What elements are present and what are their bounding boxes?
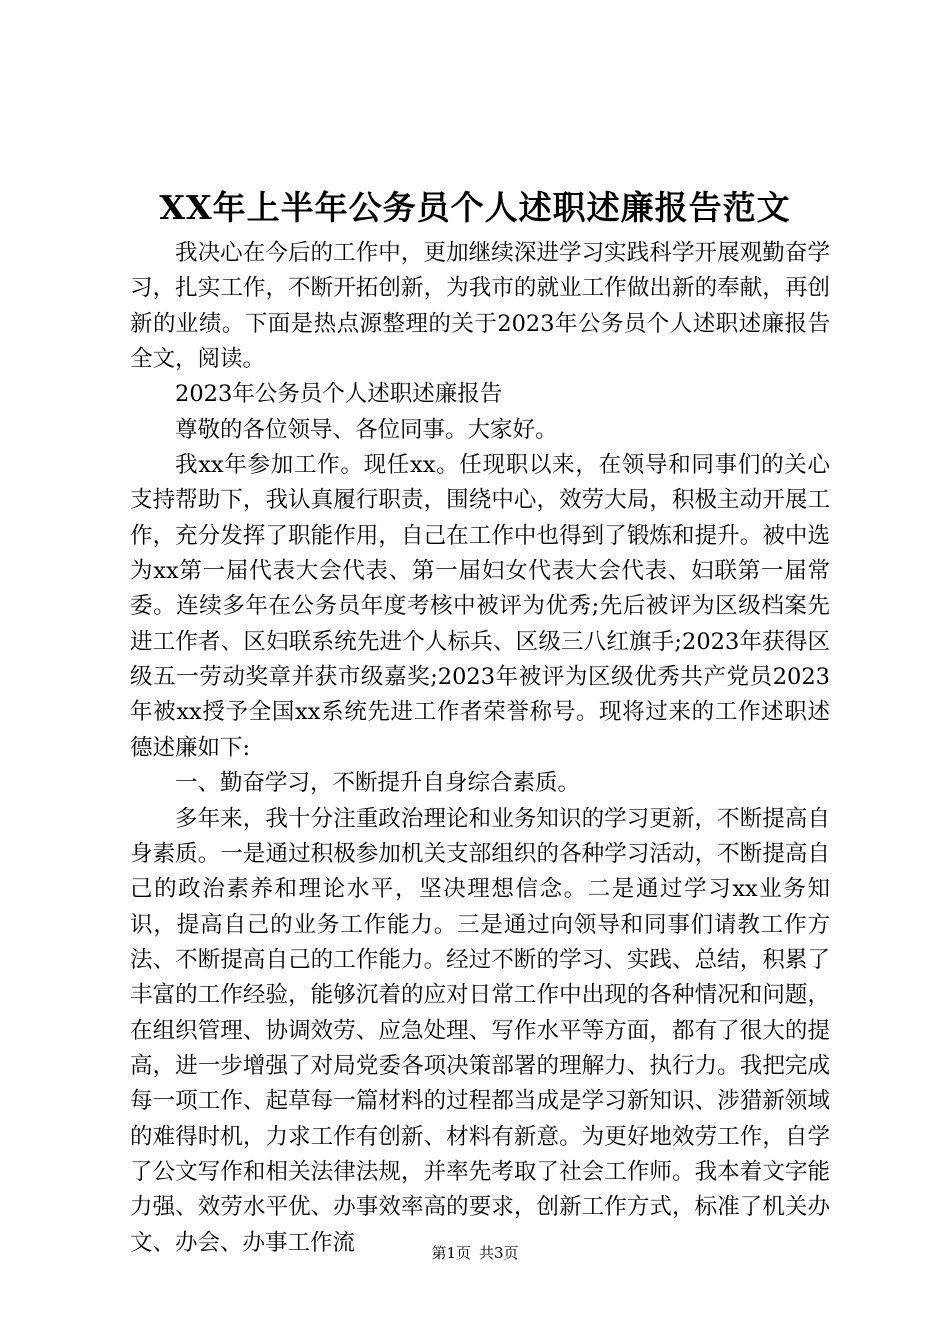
page-number: 第1页: [431, 1244, 471, 1262]
document-body: [130, 236, 830, 1261]
page-total: 共3页: [479, 1244, 519, 1262]
document-title: XX年上半年公务员个人述职述廉报告范文: [159, 188, 791, 227]
paragraph-section-heading: 一、勤奋学习，不断提升自身综合素质。: [175, 770, 581, 797]
page-footer: [0, 1243, 950, 1263]
paragraph-greeting: 尊敬的各位领导、各位同事。大家好。: [175, 416, 558, 443]
paragraph-subtitle: 2023年公务员个人述职述廉报告: [175, 381, 503, 408]
paragraph-intro: 我决心在今后的工作中，更加继续深进学习实践科学开展观勤奋学习，扎实工作，不断开拓创新，为我市的就业工作做出新的奉献，再创新的业绩。下面是热点源整理的关于2023年公务员个人述职述廉报告全文，阅读。: [130, 240, 830, 373]
paragraph-background: 我xx年参加工作。现任xx。任现职以来，在领导和同事们的关心支持帮助下，我认真履行职责，围绕中心，效劳大局，积极主动开展工作，充分发挥了职能作用，自己在工作中也得到了锻炼和提升。被中选为xx第一届代表大会代表、第一届妇女代表大会代表、妇联第一届常委。连续多年在公务员年度考核中被评为优秀;先后被评为区级档案先进工作者、区妇联系统先进个人标兵、区级三八红旗手;2023年获得区级五一劳动奖章并获市级嘉奖;2023年被评为区级优秀共产党员2023年被xx授予全国xx系统先进工作者荣誉称号。现将过来的工作述职述德述廉如下:: [130, 452, 830, 761]
paragraph-study: 多年来，我十分注重政治理论和业务知识的学习更新，不断提高自身素质。一是通过积极参加机关支部组织的各种学习活动，不断提高自己的政治素养和理论水平，坚决理想信念。二是通过学习xx业务知识，提高自己的业务工作能力。三是通过向领导和同事们请教工作方法、不断提高自己的工作能力。经过不断的学习、实践、总结，积累了丰富的工作经验，能够沉着的应对日常工作中出现的各种情况和问题，在组织管理、协调效劳、应急处理、写作水平等方面，都有了很大的提高，进一步增强了对局党委各项决策部署的理解力、执行力。我把完成每一项工作、起草每一篇材料的过程都当成是学习新知识、涉猎新领域的难得时机，力求工作有创新、材料有新意。为更好地效劳工作，自学了公文写作和相关法律法规，并率先考取了社会工作师。我本着文字能力强、效劳水平优、办事效率高的要求，创新工作方式，标准了机关办文、办会、办事工作流: [130, 805, 830, 1256]
